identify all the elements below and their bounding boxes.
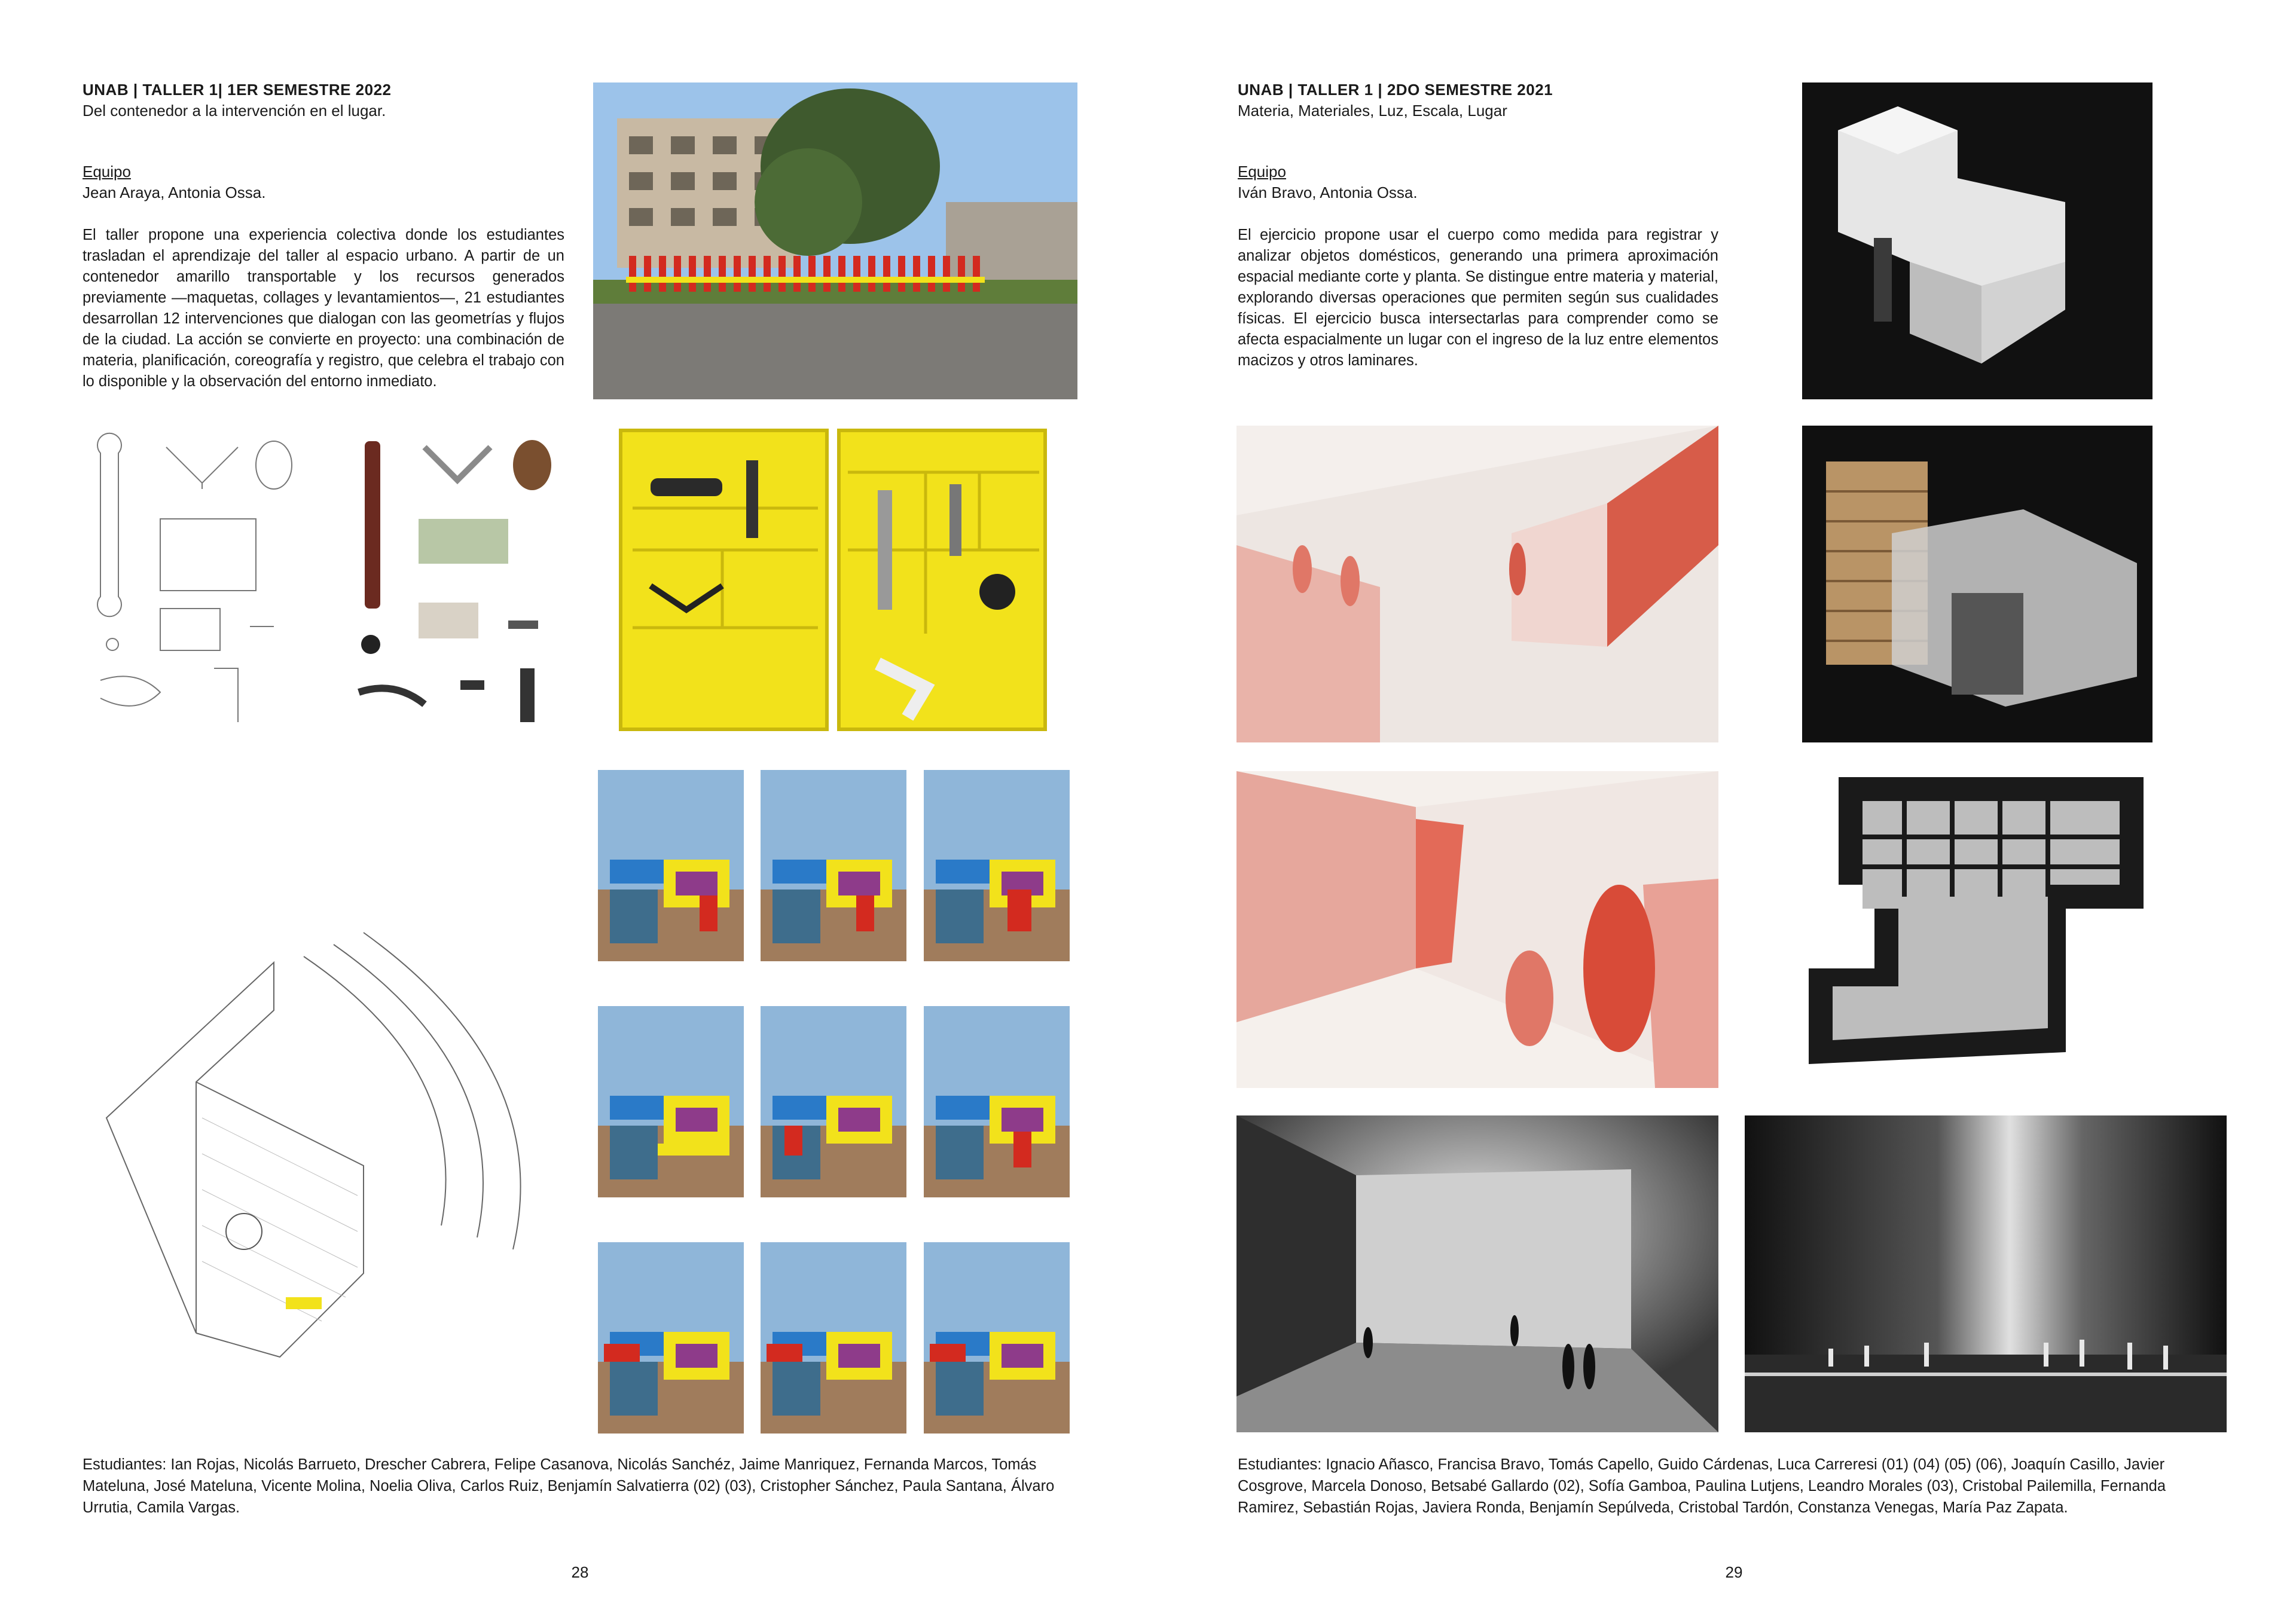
street-intervention-photo — [593, 82, 1077, 399]
right-team-names: Iván Bravo, Antonia Ossa. — [1238, 184, 1418, 201]
left-team-names: Jean Araya, Antonia Ossa. — [83, 184, 266, 201]
red-pencil-sketch-1 — [1236, 426, 1718, 742]
brick-mesh-model-photo — [1802, 426, 2152, 742]
white-model-photo — [1802, 82, 2152, 399]
right-team-label: Equipo — [1238, 163, 1286, 181]
collage-tile — [598, 770, 744, 961]
right-description: El ejercicio propone usar el cuerpo como medida para registrar y analizar objetos domésticos, generando una primera aproximación espacial mediante corte y planta. Se distingue entre materia y material, explorando diversas operaciones que permiten según sus cualidades físicas. El ejercicio busca intersectarlas para comprender como se afecta espacialmente un lugar con el ingreso de la luz entre elementos macizos y otros laminares. — [1238, 227, 1718, 369]
left-page-number: 28 — [571, 1563, 589, 1581]
axonometric-drawing — [83, 759, 561, 1363]
left-team-label: Equipo — [83, 163, 131, 181]
left-page-title: UNAB | TALLER 1| 1ER SEMESTRE 2022 — [83, 81, 392, 99]
dark-interior-model-photo-2 — [1745, 1115, 2227, 1432]
collage-tile — [761, 770, 906, 961]
collage-tile — [924, 1006, 1070, 1197]
collage-tile — [761, 1006, 906, 1197]
right-page-number: 29 — [1725, 1563, 1743, 1581]
right-page-subtitle: Materia, Materiales, Luz, Escala, Lugar — [1238, 102, 1507, 120]
collage-tile — [598, 1242, 744, 1434]
tools-sketch-drawing — [83, 429, 322, 734]
tools-photo-grid — [347, 429, 574, 734]
collage-tile — [761, 1242, 906, 1434]
left-description: El taller propone una experiencia colectiva donde los estudiantes trasladan el aprendizaje del taller al espacio urbano. A partir de un contenedor amarillo transportable y los recursos generados previamente —maquetas, collages y levantamientos—, 21 estudiantes desarrollan 12 intervenciones que dialogan con las geometrías y flujos de la ciudad. La acción se convierte en proyecto: una combinación de materia, planificación, coreografía y registro, que celebra el trabajo con lo disponible y la observación del entorno inmediato. — [83, 227, 564, 390]
red-pencil-sketch-2 — [1236, 771, 1718, 1088]
collage-tile — [924, 770, 1070, 961]
right-students-list: Estudiantes: Ignacio Añasco, Francisa Bravo, Tomás Capello, Guido Cárdenas, Luca Carreresi (01) (04) (05) (06), Joaquín Casillo, Javier Cosgrove, Marcela Donoso, Betsabé Gallardo (02), Sofía Gamboa, Paulina Lutjens, Leandro Morales (03), Cristobal Pailemilla, Fernanda Ramirez, Sebastián Rojas, Javiera Ronda, Benjamín Sepúlveda, Cristobal Tardón, Constanza Venegas, María Paz Zapata. — [1238, 1456, 2166, 1516]
collage-tile — [598, 1006, 744, 1197]
black-white-texture-drawing — [1785, 765, 2173, 1088]
yellow-toolbox-photo — [615, 424, 1063, 735]
left-students-list: Estudiantes: Ian Rojas, Nicolás Barrueto, Drescher Cabrera, Felipe Casanova, Nicolás Sanchéz, Jaime Manriquez, Fernanda Marcos, Tomás Mateluna, José Mateluna, Vicente Molina, Noelia Oliva, Carlos Ruiz, Benjamín Salvatierra (02) (03), Cristopher Sánchez, Paula Santana, Álvaro Urrutia, Camila Vargas. — [83, 1456, 1055, 1516]
left-page-subtitle: Del contenedor a la intervención en el lugar. — [83, 102, 386, 120]
right-page-title: UNAB | TALLER 1 | 2DO SEMESTRE 2021 — [1238, 81, 1553, 99]
collage-grid — [598, 770, 1076, 1428]
dark-interior-model-photo-1 — [1236, 1115, 1718, 1432]
collage-tile — [924, 1242, 1070, 1434]
